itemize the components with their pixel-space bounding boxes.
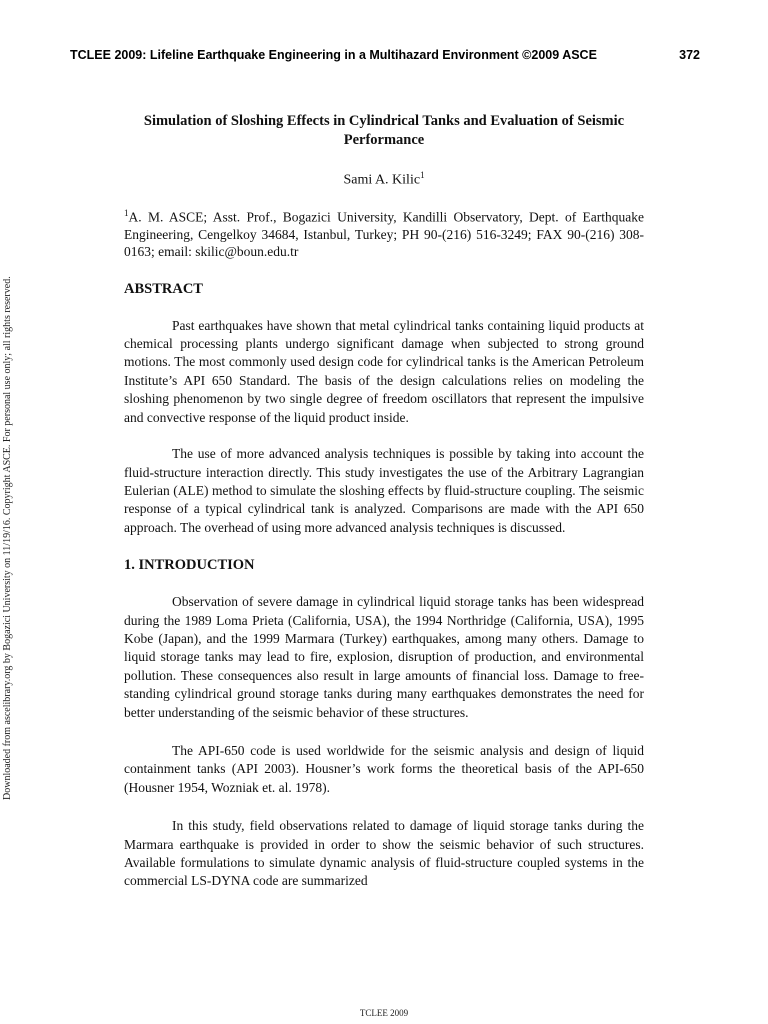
affiliation-text: A. M. ASCE; Asst. Prof., Bogazici University, Kandilli Observatory, Dept. of Earthquake Engineering, Cengelkoy 34684, Istanbul, Turkey; PH 90-(216) 516-3249; FAX 90-(216) 308-0163; email: skilic@boun.edu.tr	[124, 209, 644, 260]
author-footnote-mark: 1	[420, 170, 425, 180]
affiliation	[124, 205, 644, 261]
intro-paragraph: Observation of severe damage in cylindrical liquid storage tanks has been widespread during the 1989 Loma Prieta (California, USA), the 1994 Northridge (California, USA), 1995 Kobe (Japan), and the 1999 Marmara (Turkey) earthquakes, among many others. Damage to liquid storage tanks may lead to fire, explosion, disruption of production, and environmental pollution. These consequences also result in large amounts of financial loss. Damage to free-standing cylindrical ground storage tanks during many earthquakes demonstrates the need for better understanding of the seismic behavior of these structures.	[124, 594, 644, 720]
introduction-heading: 1. INTRODUCTION	[124, 557, 255, 574]
abstract-heading: ABSTRACT	[124, 280, 203, 297]
author-line	[124, 170, 644, 189]
intro-paragraph: The API-650 code is used worldwide for the seismic analysis and design of liquid containment tanks (API 2003). Housner’s work forms the theoretical basis of the API-650 (Housner 1954, Wozniak et. al. 1978).	[124, 742, 644, 795]
page-number: 372	[679, 48, 700, 62]
abstract-paragraph: The use of more advanced analysis techniques is possible by taking into account the fluid-structure interaction directly. This study investigates the use of the Arbitrary Lagrangian Eulerian (ALE) method to simulate the sloshing effects by fluid-structure coupling. The seismic response of a typical cylindrical tank is analyzed. Comparisons are made with the API 650 approach. The overhead of using more advanced analysis techniques is discussed.	[124, 446, 644, 535]
abstract-paragraph: Past earthquakes have shown that metal cylindrical tanks containing liquid products at chemical processing plants undergo significant damage when subjected to strong ground motions. The most commonly used design code for cylindrical tanks is the American Petroleum Institute’s API 650 Standard. The basis of the design calculations relies on modeling the sloshing phenomenon by two single degree of freedom oscillators that represent the impulsive and convective response of the liquid product inside.	[124, 317, 644, 425]
paper-title: Simulation of Sloshing Effects in Cylindrical Tanks and Evaluation of Seismic Performance	[143, 113, 625, 148]
page-footer: TCLEE 2009	[359, 1008, 409, 1018]
conference-title: TCLEE 2009: Lifeline Earthquake Engineering in a Multihazard Environment ©2009 ASCE	[70, 48, 597, 62]
download-notice: Downloaded from ascelibrary.org by Bogazici University on 11/19/16. Copyright ASCE. For personal use only; all rights reserved.	[2, 276, 13, 800]
affiliation-mark: 1	[124, 207, 129, 218]
paper-body	[124, 112, 644, 891]
intro-paragraph: In this study, field observations related to damage of liquid storage tanks during the Marmara earthquake is provided in order to show the seismic behavior of such structures. Available formulations to simulate dynamic analysis of fluid-structure coupled systems in the commercial LS-DYNA code are summarized	[124, 818, 644, 889]
author-name: Sami A. Kilic	[343, 172, 421, 188]
